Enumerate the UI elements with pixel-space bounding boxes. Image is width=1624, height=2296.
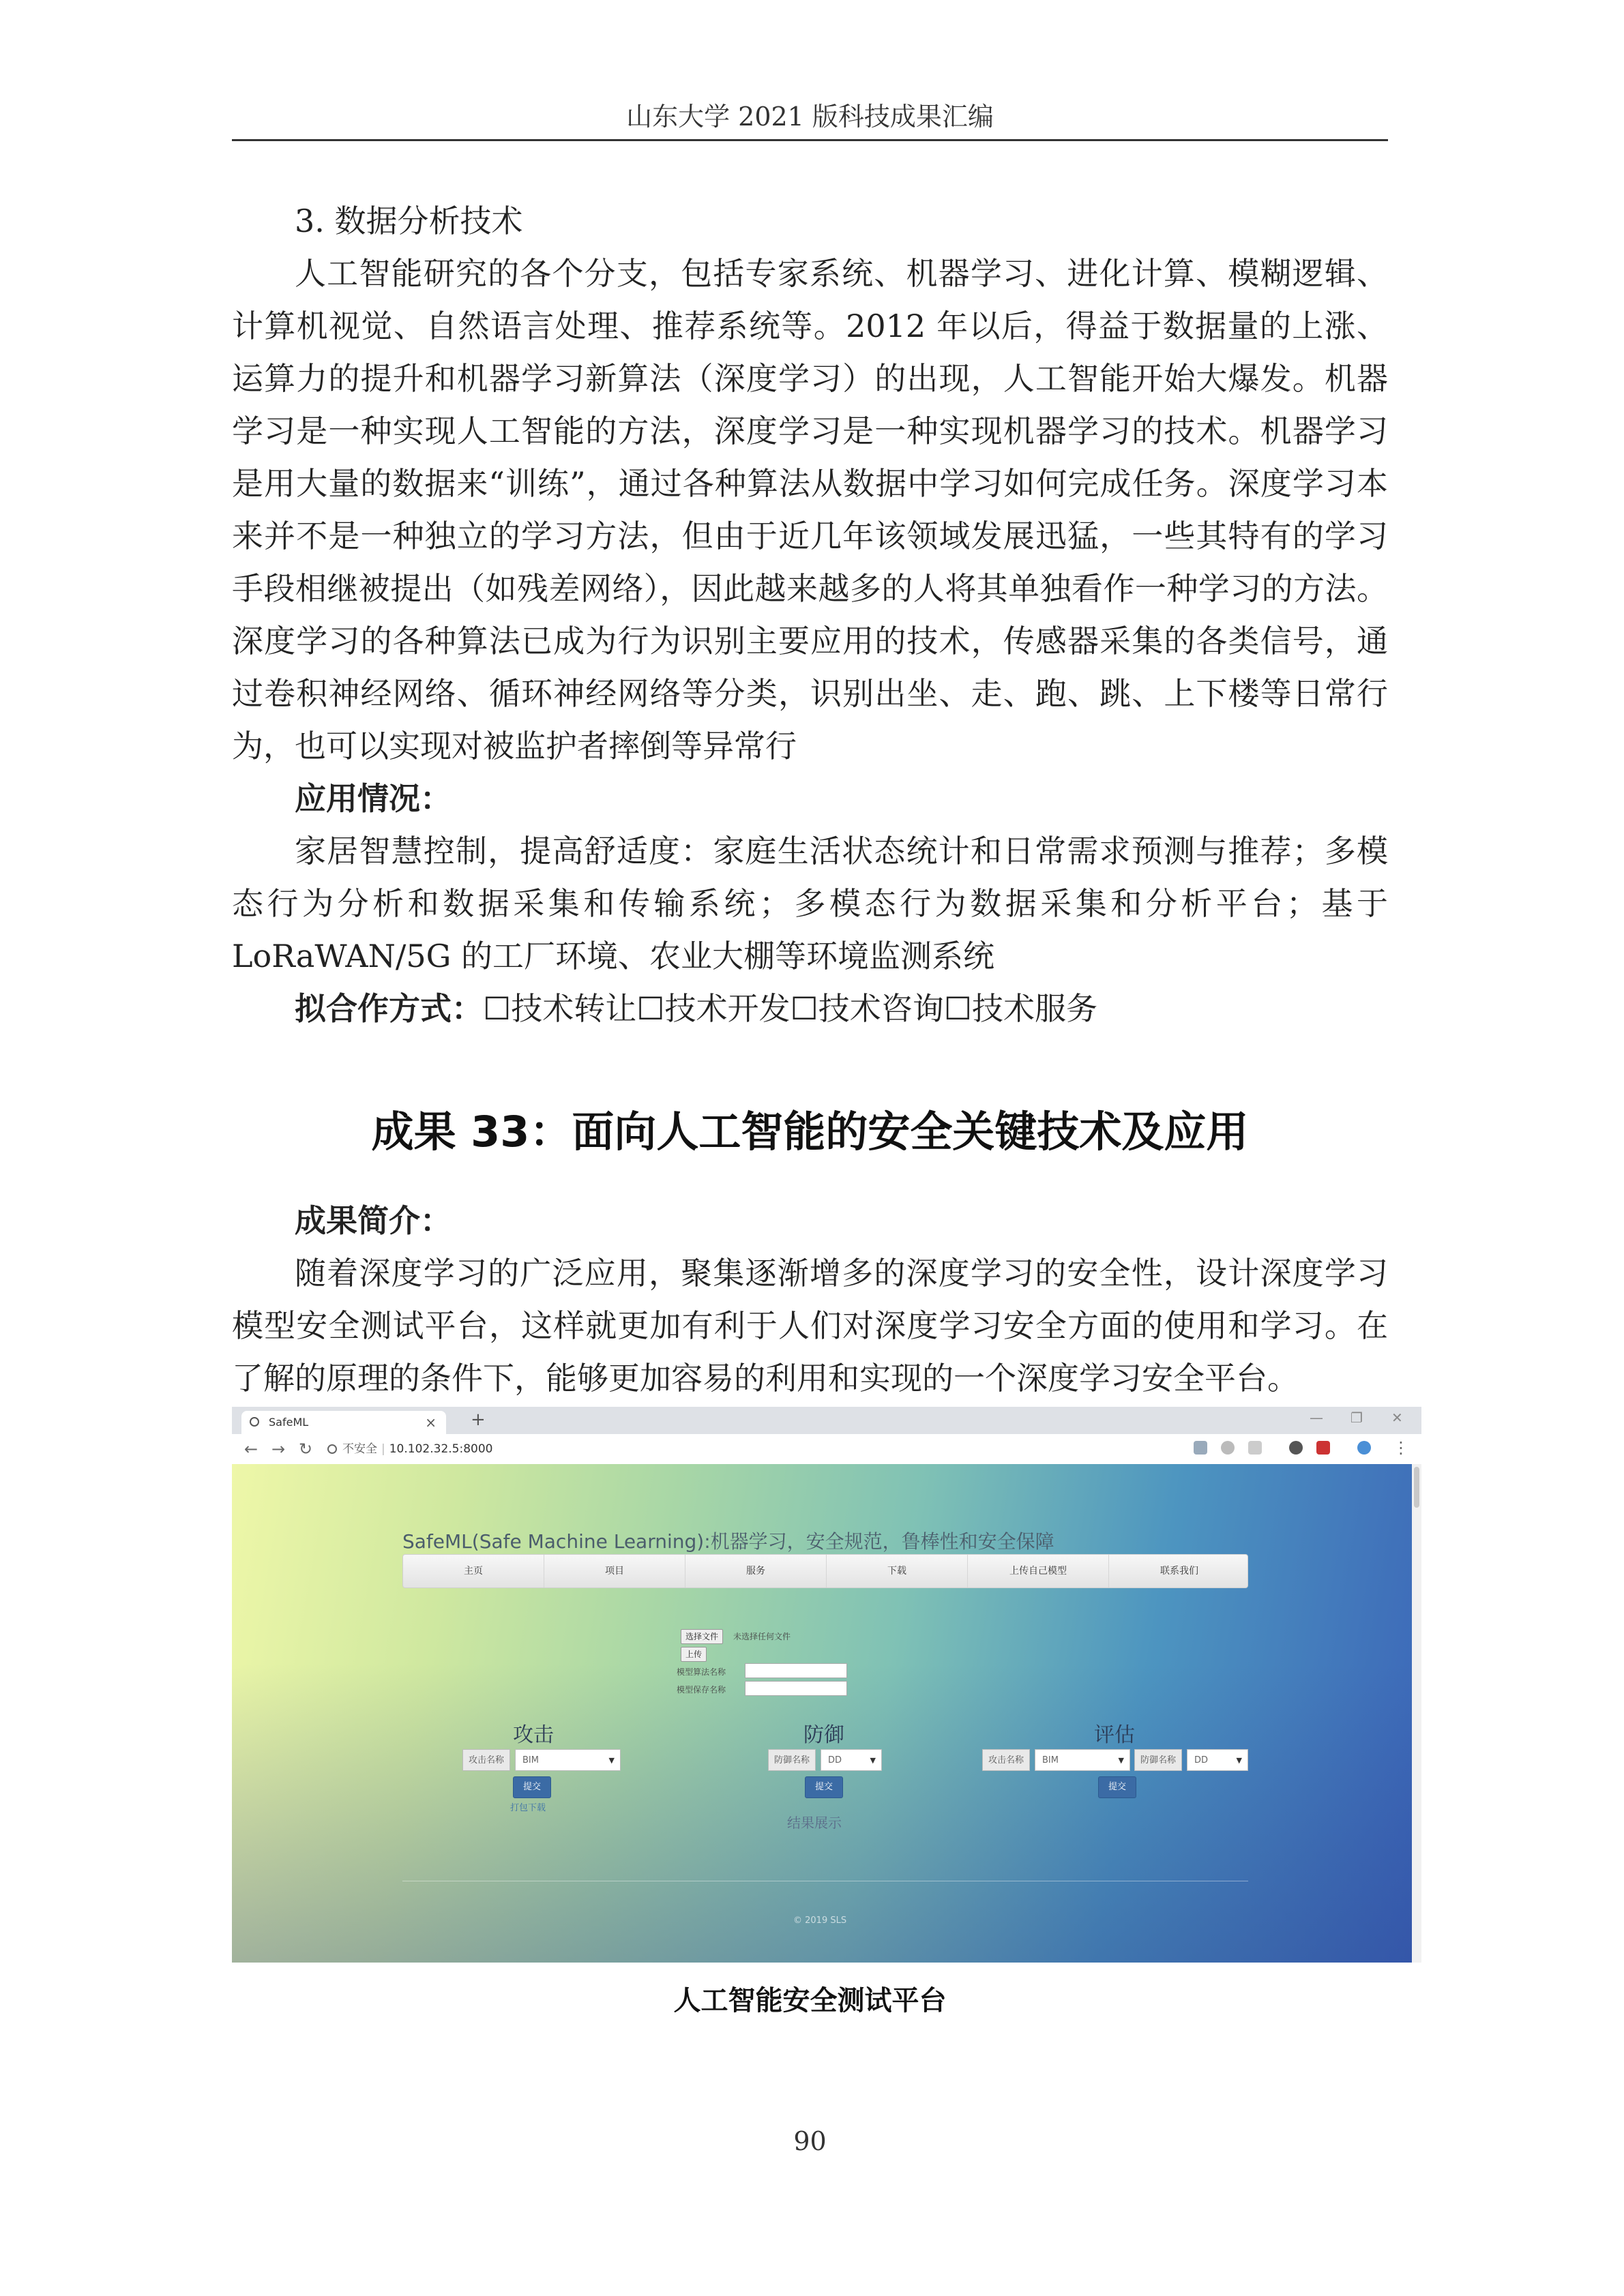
back-icon[interactable]: ← [244,1440,259,1459]
attack-heading: 攻击 [513,1723,554,1747]
cooperation-option: ☐技术服务 [943,990,1097,1027]
translate-icon[interactable] [1194,1441,1207,1455]
no-file-label: 未选择任何文件 [733,1632,791,1641]
cooperation-option: ☐技术开发 [636,990,791,1027]
address-bar [232,1434,1421,1465]
chevron-down-icon: ▼ [608,1756,615,1765]
extension-icon[interactable] [1316,1441,1330,1455]
star-icon[interactable] [1248,1441,1262,1455]
upload-button[interactable]: 上传 [681,1647,707,1662]
header-rule [232,139,1388,141]
result-display-link[interactable]: 结果展示 [787,1815,842,1831]
web-page [232,1464,1412,1963]
evaluate-defense-label: 防御名称 [1134,1749,1182,1771]
menu-item-services[interactable]: 服务 [746,1566,765,1577]
evaluate-submit-button[interactable]: 提交 [1098,1776,1136,1798]
model-name-input[interactable] [745,1663,847,1678]
model-name-label: 模型算法名称 [677,1667,726,1677]
zoom-icon[interactable] [1221,1441,1235,1455]
figure-caption: 人工智能安全测试平台 [673,1985,947,2016]
chevron-down-icon: ▼ [870,1756,876,1765]
menu-item-download[interactable]: 下载 [887,1566,906,1577]
new-tab-icon[interactable]: + [471,1410,486,1430]
url-text: 10.102.32.5:8000 [389,1442,493,1456]
site-menubar [402,1554,1248,1588]
intro-text: 随着深度学习的广泛应用，聚集逐渐增多的深度学习的安全性，设计深度学习模型安全测试平台，这样就更加有利于人们对深度学习安全方面的使用和学习。在了解的原理的条件下，能够更加容易的利用和实现的一个深度学习安全平台。 [232,1255,1388,1397]
platform-screenshot [232,1407,1421,1963]
profile-icon[interactable] [1357,1441,1371,1455]
globe-icon [250,1417,259,1427]
intro-label: 成果简介： [295,1202,452,1239]
defense-select-value: DD [828,1755,842,1765]
extension-icon[interactable] [1289,1441,1303,1455]
chevron-down-icon: ▼ [1118,1756,1124,1765]
reload-icon[interactable]: ↻ [299,1440,313,1459]
defense-heading: 防御 [803,1723,844,1747]
attack-select[interactable] [515,1749,621,1771]
browser-tab[interactable] [241,1411,446,1434]
evaluate-heading: 评估 [1094,1723,1135,1747]
page-number: 90 [793,2126,827,2156]
cooperation-label: 拟合作方式： [295,990,483,1027]
site-title: SafeML(Safe Machine Learning):机器学习，安全规范，鲁棒性和安全保障 [402,1530,1054,1553]
section3-heading: 3. 数据分析技术 [295,203,523,239]
evaluate-attack-value: BIM [1042,1755,1059,1765]
menu-icon[interactable]: ⋮ [1393,1438,1409,1457]
tab-title: SafeML [269,1416,309,1429]
menu-item-projects[interactable]: 项目 [605,1566,624,1577]
copyright: © 2019 SLS [793,1915,847,1926]
defense-submit-button[interactable]: 提交 [805,1776,843,1798]
application-text: 家居智慧控制，提高舒适度：家庭生活状态统计和日常需求预测与推荐；多模态行为分析和数据采集和传输系统；多模态行为数据采集和分析平台；基于 LoRaWAN/5G 的工厂环境、农业大棚等环境监测系统 [232,833,1388,974]
url-separator: | [381,1442,385,1456]
scrollbar[interactable] [1412,1464,1421,1963]
evaluate-attack-label: 攻击名称 [982,1749,1030,1771]
choose-file-button[interactable]: 选择文件 [681,1629,723,1644]
url-field[interactable] [327,1438,1398,1460]
application-label: 应用情况： [295,780,452,817]
attack-submit-button[interactable]: 提交 [513,1776,551,1798]
section3 [232,195,1388,1035]
scrollbar-thumb[interactable] [1414,1467,1419,1508]
running-header: 山东大学 2021 版科技成果汇编 [626,102,994,132]
menu-item-contact[interactable]: 联系我们 [1160,1566,1198,1577]
chevron-down-icon: ▼ [1236,1756,1242,1765]
save-name-label: 模型保存名称 [677,1685,726,1695]
menu-item-home[interactable]: 主页 [464,1566,483,1577]
cooperation-option: ☐技术转让 [483,990,637,1027]
defense-select[interactable] [821,1749,882,1771]
defense-select-label: 防御名称 [768,1749,816,1771]
forward-icon[interactable]: → [271,1440,286,1459]
info-icon [327,1444,337,1454]
result33-intro [232,1195,1388,1405]
restore-icon[interactable]: ❐ [1350,1410,1363,1426]
result33-title: 成果 33：面向人工智能的安全关键技术及应用 [371,1107,1249,1157]
browser-tabbar [232,1407,1421,1434]
menu-item-upload-model[interactable]: 上传自己模型 [1009,1566,1067,1577]
attack-select-label: 攻击名称 [462,1749,510,1771]
download-link[interactable]: 打包下载 [510,1803,546,1813]
evaluate-defense-select[interactable] [1187,1749,1248,1771]
window-close-icon[interactable]: ✕ [1391,1410,1403,1426]
attack-select-value: BIM [522,1755,539,1765]
minimize-icon[interactable]: — [1310,1410,1323,1426]
evaluate-defense-value: DD [1194,1755,1209,1765]
evaluate-attack-select[interactable] [1035,1749,1130,1771]
cooperation-option: ☐技术咨询 [790,990,944,1027]
save-name-input[interactable] [745,1681,847,1696]
section3-paragraph: 人工智能研究的各个分支，包括专家系统、机器学习、进化计算、模糊逻辑、计算机视觉、自然语言处理、推荐系统等。2012 年以后，得益于数据量的上涨、运算力的提升和机器学习新算法（深度学习）的出现，人工智能开始大爆发。机器学习是一种实现人工智能的方法，深度学习是一种实现机器学习的技术。机器学习是用大量的数据来“训练”，通过各种算法从数据中学习如何完成任务。深度学习本来并不是一种独立的学习方法，但由于近几年该领域发展迅猛，一些其特有的学习手段相继被提出（如残差网络），因此越来越多的人将其单独看作一种学习的方法。深度学习的各种算法已成为行为识别主要应用的技术，传感器采集的各类信号，通过卷积神经网络、循环神经网络等分类，识别出坐、走、跑、跳、上下楼等日常行为，也可以实现对被监护者摔倒等异常行 [232,255,1388,764]
cooperation-line [295,983,1388,1035]
insecure-label: 不安全 [342,1442,377,1456]
close-icon[interactable]: × [425,1414,437,1431]
